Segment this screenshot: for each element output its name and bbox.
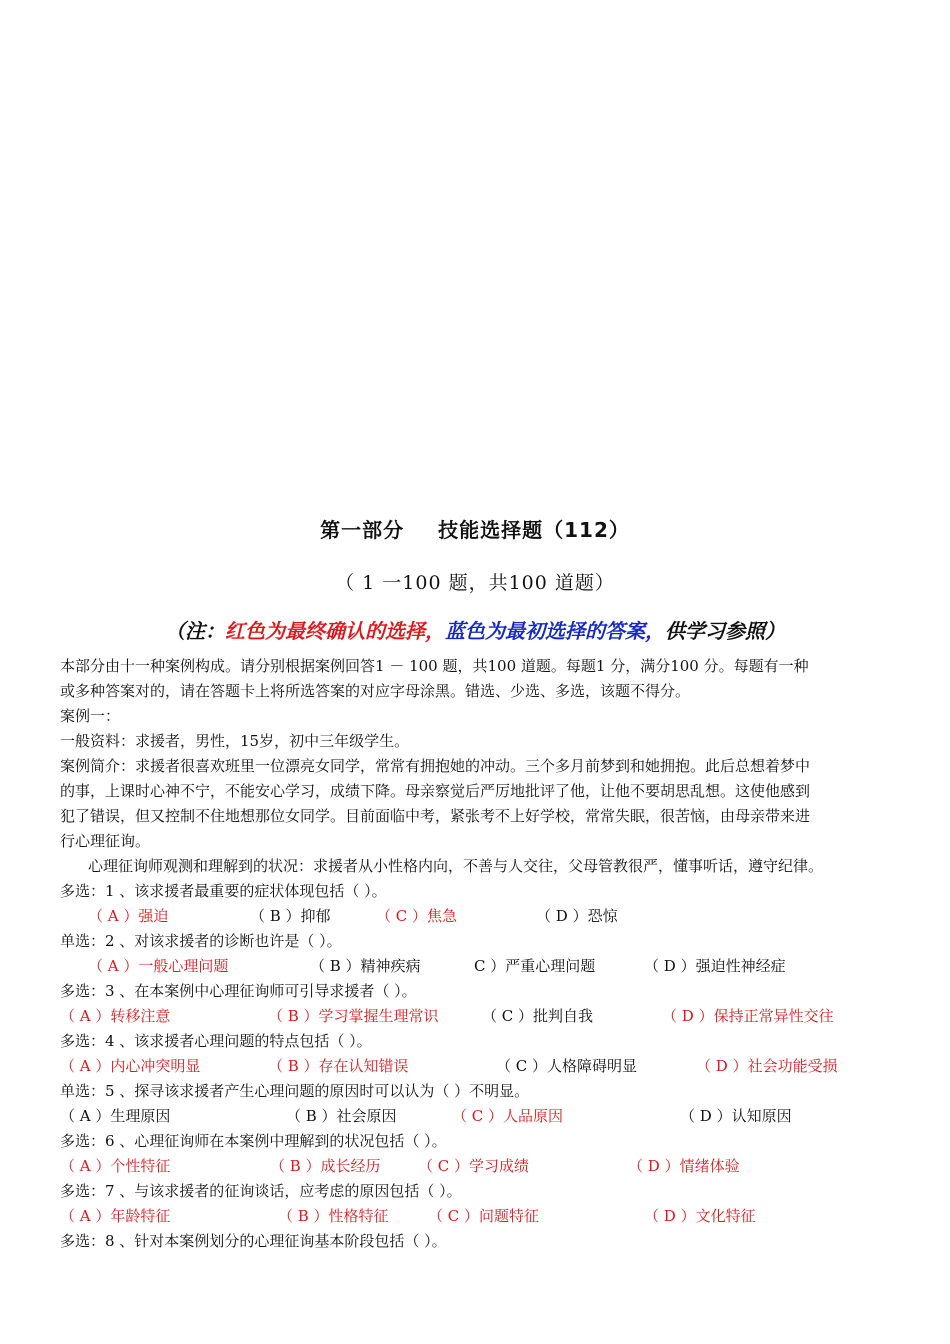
question-text: 多选：7 、与该求援者的征询谈话，应考虑的原因包括（ ）。 [60,1182,462,1200]
note-blue-text: 蓝色为最初选择的答案， [445,619,665,643]
note-close: 供学习参照） [665,619,785,643]
answer-options [60,1154,910,1179]
note-open: （注： [165,619,225,643]
answer-option[interactable]: （ B ）精神疾病 [310,957,421,975]
intro-line: 本部分由十一种案例构成。请分别根据案例回答1 － 100 题，共100 道题。每题1 分，满分100 分。每题有一种 [60,657,809,675]
question-text: 单选：2 、对该求援者的诊断也许是（ ）。 [60,932,342,950]
question-text: 多选：6 、心理征询师在本案例中理解到的状况包括（ ）。 [60,1132,447,1150]
answer-option[interactable]: （ B ）社会原因 [286,1107,397,1125]
answer-option[interactable]: C ）严重心理问题 [474,957,596,975]
answer-option[interactable]: （ A ）生理原因 [60,1107,171,1125]
answer-option[interactable]: （ C ）人格障碍明显 [496,1057,638,1075]
section-part: 第一部分 [320,518,405,542]
answer-option[interactable]: （ C ）批判自我 [482,1007,594,1025]
answer-option[interactable]: （ B ）性格特征 [278,1207,389,1225]
answer-options [60,1004,910,1029]
answer-option[interactable]: （ A ）强迫 [88,907,169,925]
case-title: 案例一： [60,707,121,725]
answer-option[interactable]: （ A ）年龄特征 [60,1207,171,1225]
intro-line: 或多种答案对的，请在答题卡上将所选答案的对应字母涂黑。错选、少选、多选，该题不得分。 [60,682,691,700]
section-name: 技能选择题（112） [438,518,630,542]
question-range: （ 1 一100 题，共100 道题） [335,572,615,594]
case-summary-line: 的事，上课时心神不宁，不能安心学习，成绩下降。母亲察觉后严厉地批评了他，让他不要胡思乱想。这使他感到 [60,782,811,800]
answer-option[interactable]: （ B ）学习掌握生理常识 [268,1007,439,1025]
case-observation: 心理征询师观测和理解到的状况：求援者从小性格内向，不善与人交往，父母管教很严，懂事听话，遵守纪律。 [88,857,824,875]
answer-option[interactable]: （ D ）认知原因 [680,1107,792,1125]
answer-option[interactable]: （ C ）学习成绩 [418,1157,530,1175]
answer-options [60,1104,910,1129]
question-text: 多选：4 、该求援者心理问题的特点包括（ ）。 [60,1032,372,1050]
case-general-info: 一般资料：求援者，男性，15岁，初中三年级学生。 [60,732,410,750]
note-red-text: 红色为最终确认的选择， [225,619,445,643]
case-summary-line: 犯了错误，但又控制不住地想那位女同学。目前面临中考，紧张考不上好学校，常常失眠，很苦恼，由母亲带来进 [60,807,811,825]
answer-options [60,1054,910,1079]
section-title [0,514,950,543]
answer-options [60,1204,910,1229]
answer-option[interactable]: （ A ）内心冲突明显 [60,1057,201,1075]
answer-option[interactable]: （ A ）转移注意 [60,1007,171,1025]
answer-options [60,954,910,979]
answer-option[interactable]: （ D ）恐惊 [536,907,618,925]
document-body [60,654,910,1254]
question-text: 多选：8 、针对本案例划分的心理征询基本阶段包括（ ）。 [60,1232,447,1250]
answer-option[interactable]: （ B ）成长经历 [270,1157,381,1175]
answer-options [60,904,910,929]
answer-option[interactable]: （ A ）一般心理问题 [88,957,229,975]
answer-option[interactable]: （ D ）情绪体验 [628,1157,740,1175]
color-legend-note [0,615,950,644]
question-text: 多选：1 、该求援者最重要的症状体现包括（ ）。 [60,882,387,900]
answer-option[interactable]: （ A ）个性特征 [60,1157,171,1175]
answer-option[interactable]: （ B ）抑郁 [250,907,331,925]
answer-option[interactable]: （ B ）存在认知错误 [268,1057,409,1075]
answer-option[interactable]: （ C ）焦急 [376,907,458,925]
case-summary-line: 行心理征询。 [60,832,151,850]
answer-option[interactable]: （ D ）文化特征 [644,1207,756,1225]
answer-option[interactable]: （ D ）保持正常异性交往 [662,1007,834,1025]
answer-option[interactable]: （ C ）人品原因 [452,1107,564,1125]
answer-option[interactable]: （ C ）问题特征 [428,1207,540,1225]
answer-option[interactable]: （ D ）社会功能受损 [696,1057,838,1075]
question-text: 多选：3 、在本案例中心理征询师可引导求援者（ ）。 [60,982,417,1000]
case-summary-line: 案例简介：求援者很喜欢班里一位漂亮女同学，常常有拥抱她的冲动。三个多月前梦到和她拥抱。此后总想着梦中 [60,757,811,775]
answer-option[interactable]: （ D ）强迫性神经症 [644,957,786,975]
question-text: 单选：5 、探寻该求援者产生心理问题的原因时可以认为（ ）不明显。 [60,1082,530,1100]
